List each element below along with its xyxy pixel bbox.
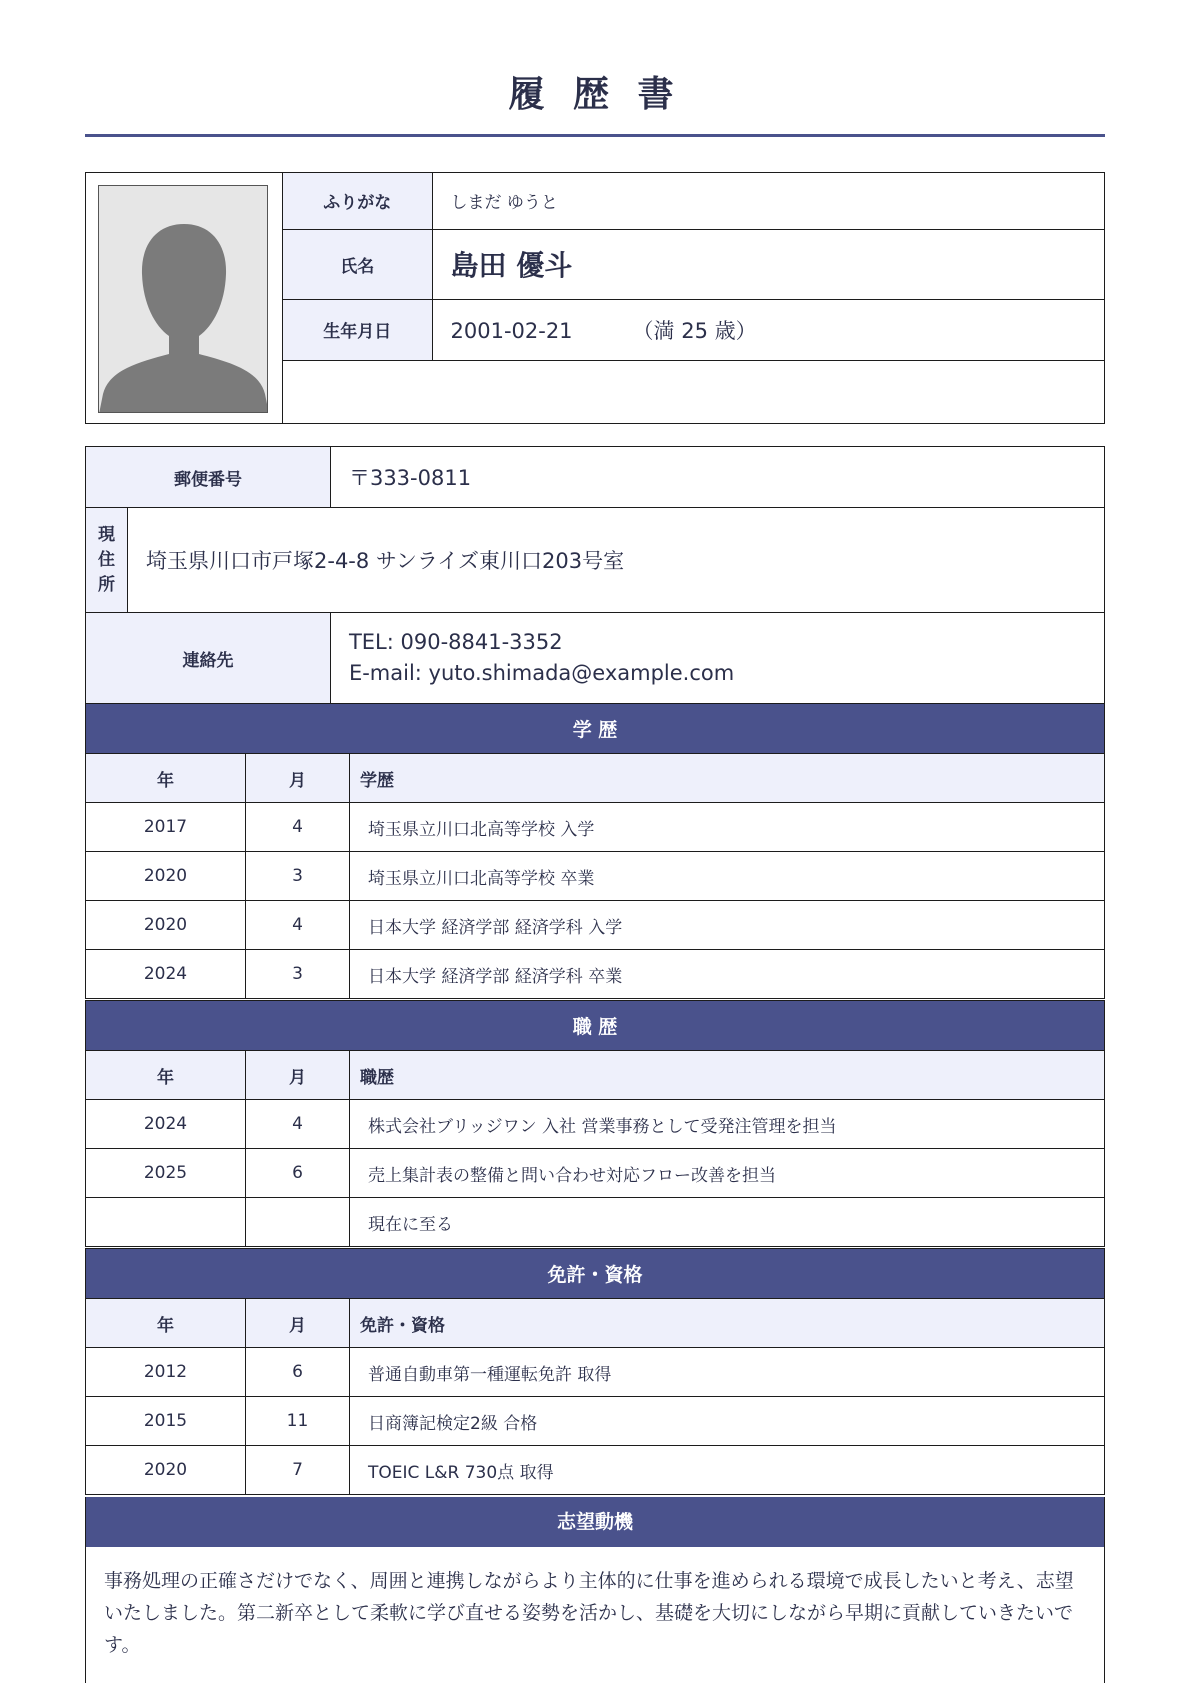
furigana-label: ふりがな <box>283 173 432 229</box>
photo-cell <box>86 173 283 423</box>
postal-label: 郵便番号 <box>86 447 331 508</box>
month-cell: 4 <box>246 1100 350 1149</box>
col-month-header: 月 <box>246 1299 350 1348</box>
col-content-header: 学歴 <box>350 754 1105 803</box>
table-row <box>86 1149 1105 1198</box>
table-row <box>86 1397 1105 1446</box>
year-cell: 2025 <box>86 1149 246 1198</box>
contact-value <box>330 613 1104 704</box>
month-cell: 11 <box>246 1397 350 1446</box>
age-value: （満 25 歳） <box>632 318 757 343</box>
content-cell: 日本大学 経済学部 経済学科 卒業 <box>350 950 1105 999</box>
dob-label: 生年月日 <box>283 299 432 360</box>
content-cell: 埼玉県立川口北高等学校 入学 <box>350 803 1105 852</box>
year-cell: 2024 <box>86 950 246 999</box>
education-title: 学 歴 <box>86 704 1105 754</box>
table-row <box>86 950 1105 999</box>
year-cell <box>86 1198 246 1247</box>
col-month-header: 月 <box>246 754 350 803</box>
col-month-header: 月 <box>246 1051 350 1100</box>
col-year-header: 年 <box>86 1051 246 1100</box>
col-year-header: 年 <box>86 754 246 803</box>
address-label-char: 住 <box>98 549 115 570</box>
table-row <box>86 803 1105 852</box>
content-cell: 日商簿記検定2級 合格 <box>350 1397 1105 1446</box>
year-cell: 2015 <box>86 1397 246 1446</box>
content-cell: 普通自動車第一種運転免許 取得 <box>350 1348 1105 1397</box>
page-title: 履 歴 書 <box>508 74 682 115</box>
month-cell: 4 <box>246 901 350 950</box>
address-label <box>86 508 128 613</box>
content-cell: 売上集計表の整備と問い合わせ対応フロー改善を担当 <box>350 1149 1105 1198</box>
month-cell: 4 <box>246 803 350 852</box>
month-cell: 6 <box>246 1149 350 1198</box>
work-table <box>85 1000 1105 1247</box>
tel-value: TEL: 090-8841-3352 <box>348 630 563 654</box>
table-row <box>86 1100 1105 1149</box>
address-value: 埼玉県川口市戸塚2-4-8 サンライズ東川口203号室 <box>128 508 1105 613</box>
table-row <box>86 852 1105 901</box>
content-cell: TOEIC L&R 730点 取得 <box>350 1446 1105 1495</box>
month-cell: 7 <box>246 1446 350 1495</box>
furigana-value: しまだ ゆうと <box>432 173 1104 229</box>
year-cell: 2020 <box>86 1446 246 1495</box>
title-underline <box>85 134 1105 137</box>
content-cell: 日本大学 経済学部 経済学科 入学 <box>350 901 1105 950</box>
postal-value: 〒333-0811 <box>330 447 1104 508</box>
motivation-section <box>85 1497 1105 1683</box>
contact-table <box>85 446 1105 704</box>
profile-section <box>85 172 1105 424</box>
col-year-header: 年 <box>86 1299 246 1348</box>
email-value: E-mail: yuto.shimada@example.com <box>348 661 735 685</box>
address-label-char: 所 <box>98 574 115 595</box>
table-row <box>86 1446 1105 1495</box>
year-cell: 2017 <box>86 803 246 852</box>
month-cell: 6 <box>246 1348 350 1397</box>
name-label: 氏名 <box>283 229 432 299</box>
address-label-char: 現 <box>98 524 115 545</box>
dob-value: 2001-02-21 <box>450 318 573 343</box>
col-content-header: 職歴 <box>350 1051 1105 1100</box>
content-cell: 埼玉県立川口北高等学校 卒業 <box>350 852 1105 901</box>
profile-table <box>283 173 1104 361</box>
table-row <box>86 1348 1105 1397</box>
content-cell: 現在に至る <box>350 1198 1105 1247</box>
name-value: 島田 優斗 <box>432 229 1104 299</box>
month-cell <box>246 1198 350 1247</box>
person-silhouette-icon <box>99 186 268 413</box>
dob-cell <box>432 299 1104 360</box>
year-cell: 2012 <box>86 1348 246 1397</box>
contact-label: 連絡先 <box>86 613 331 704</box>
year-cell: 2024 <box>86 1100 246 1149</box>
licenses-table <box>85 1248 1105 1495</box>
motivation-text: 事務処理の正確さだけでなく、周囲と連携しながらより主体的に仕事を進められる環境で成長したいと考え、志望いたしました。第二新卒として柔軟に学び直せる姿勢を活かし、基礎を大切にしながら早期に貢献していきたいです。 <box>104 1570 1074 1656</box>
education-table <box>85 703 1105 999</box>
month-cell: 3 <box>246 950 350 999</box>
month-cell: 3 <box>246 852 350 901</box>
avatar <box>98 185 268 413</box>
table-row <box>86 1198 1105 1247</box>
year-cell: 2020 <box>86 901 246 950</box>
table-row <box>86 901 1105 950</box>
year-cell: 2020 <box>86 852 246 901</box>
col-content-header: 免許・資格 <box>350 1299 1105 1348</box>
content-cell: 株式会社ブリッジワン 入社 営業事務として受発注管理を担当 <box>350 1100 1105 1149</box>
licenses-title: 免許・資格 <box>86 1249 1105 1299</box>
work-title: 職 歴 <box>86 1001 1105 1051</box>
motivation-title: 志望動機 <box>86 1497 1104 1547</box>
